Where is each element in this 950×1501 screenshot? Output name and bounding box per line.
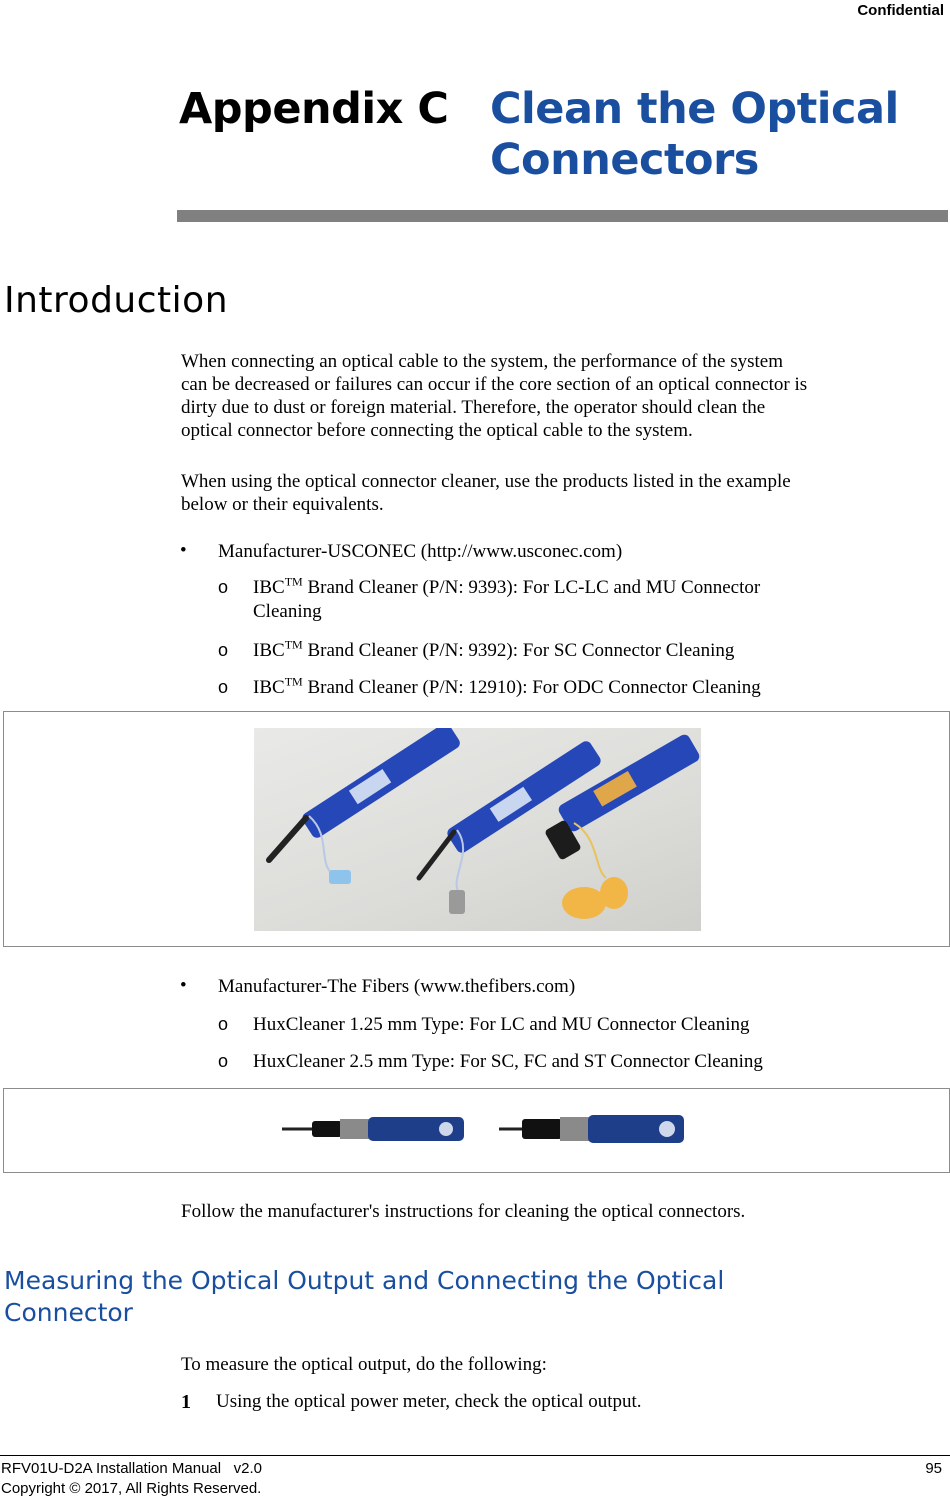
sub-item-text xyxy=(253,639,734,662)
ibc-cleaners-illustration xyxy=(254,728,701,931)
sub-bullet-icon: o xyxy=(218,1014,229,1034)
huxcleaner-figure xyxy=(3,1088,950,1173)
intro-paragraph-2 xyxy=(181,470,941,516)
trademark: TM xyxy=(284,574,303,589)
sub-bullet-icon: o xyxy=(218,677,229,697)
trademark: TM xyxy=(284,674,303,689)
sub-item-text xyxy=(253,676,761,699)
step-number-1: 1 xyxy=(181,1391,191,1413)
huxcleaner-pen-125 xyxy=(282,1117,464,1141)
measuring-heading xyxy=(4,1265,904,1329)
huxcleaner-illustration xyxy=(274,1099,694,1154)
measuring-heading-line1: Measuring the Optical Output and Connecting the Optical xyxy=(4,1266,725,1295)
sub-bullet-icon: o xyxy=(218,577,229,597)
introduction-heading: Introduction xyxy=(4,280,229,321)
desc: Brand Cleaner (P/N: 9393): For LC-LC and MU Connector xyxy=(302,577,761,598)
brand: IBC xyxy=(253,640,285,661)
footer-copyright: Copyright © 2017, All Rights Reserved. xyxy=(1,1480,262,1497)
sub-bullet-icon: o xyxy=(218,640,229,660)
sub-item-continuation: Cleaning xyxy=(253,601,322,622)
para1-line: When connecting an optical cable to the system, the performance of the system xyxy=(181,351,783,372)
appendix-label: Appendix C xyxy=(179,84,449,134)
sub-item-text: HuxCleaner 1.25 mm Type: For LC and MU Connector Cleaning xyxy=(253,1014,750,1035)
title-rule xyxy=(177,210,948,222)
para2-line: When using the optical connector cleaner, use the products listed in the example xyxy=(181,471,791,492)
brand: IBC xyxy=(253,577,285,598)
measuring-intro: To measure the optical output, do the following: xyxy=(181,1354,547,1375)
follow-instructions-text: Follow the manufacturer's instructions for cleaning the optical connectors. xyxy=(181,1201,746,1222)
appendix-title xyxy=(490,84,940,186)
confidential-label: Confidential xyxy=(857,2,944,19)
measuring-heading-line2: Connector xyxy=(4,1298,133,1327)
ibc-cleaners-photo xyxy=(254,728,701,931)
step-text-1: Using the optical power meter, check the optical output. xyxy=(216,1391,642,1412)
desc: Brand Cleaner (P/N: 12910): For ODC Connector Cleaning xyxy=(302,677,761,698)
huxcleaner-pen-25 xyxy=(499,1115,684,1143)
sub-item-text: HuxCleaner 2.5 mm Type: For SC, FC and ST Connector Cleaning xyxy=(253,1051,763,1072)
para1-line: can be decreased or failures can occur if the core section of an optical connector is xyxy=(181,374,808,395)
ibc-cleaners-figure xyxy=(3,711,950,947)
brand: IBC xyxy=(253,677,285,698)
sub-item-text xyxy=(253,576,760,599)
desc: Brand Cleaner (P/N: 9392): For SC Connector Cleaning xyxy=(302,640,735,661)
bullet-icon: • xyxy=(180,975,187,996)
para2-line: below or their equivalents. xyxy=(181,494,384,515)
trademark: TM xyxy=(284,637,303,652)
appendix-title-line1: Clean the Optical xyxy=(490,84,899,134)
intro-paragraph-1 xyxy=(181,350,941,442)
footer-manual: RFV01U-D2A Installation Manual v2.0 xyxy=(1,1460,262,1477)
appendix-title-line2: Connectors xyxy=(490,135,759,185)
sub-bullet-icon: o xyxy=(218,1051,229,1071)
para1-line: dirty due to dust or foreign material. Therefore, the operator should clean the xyxy=(181,397,766,418)
footer-rule xyxy=(0,1455,950,1456)
bullet-usconec-text: Manufacturer-USCONEC (http://www.usconec.com) xyxy=(218,541,623,562)
bullet-thefibers-text: Manufacturer-The Fibers (www.thefibers.com) xyxy=(218,976,576,997)
footer-page-number: 95 xyxy=(925,1460,942,1477)
para1-line: optical connector before connecting the optical cable to the system. xyxy=(181,420,693,441)
bullet-icon: • xyxy=(180,540,187,561)
